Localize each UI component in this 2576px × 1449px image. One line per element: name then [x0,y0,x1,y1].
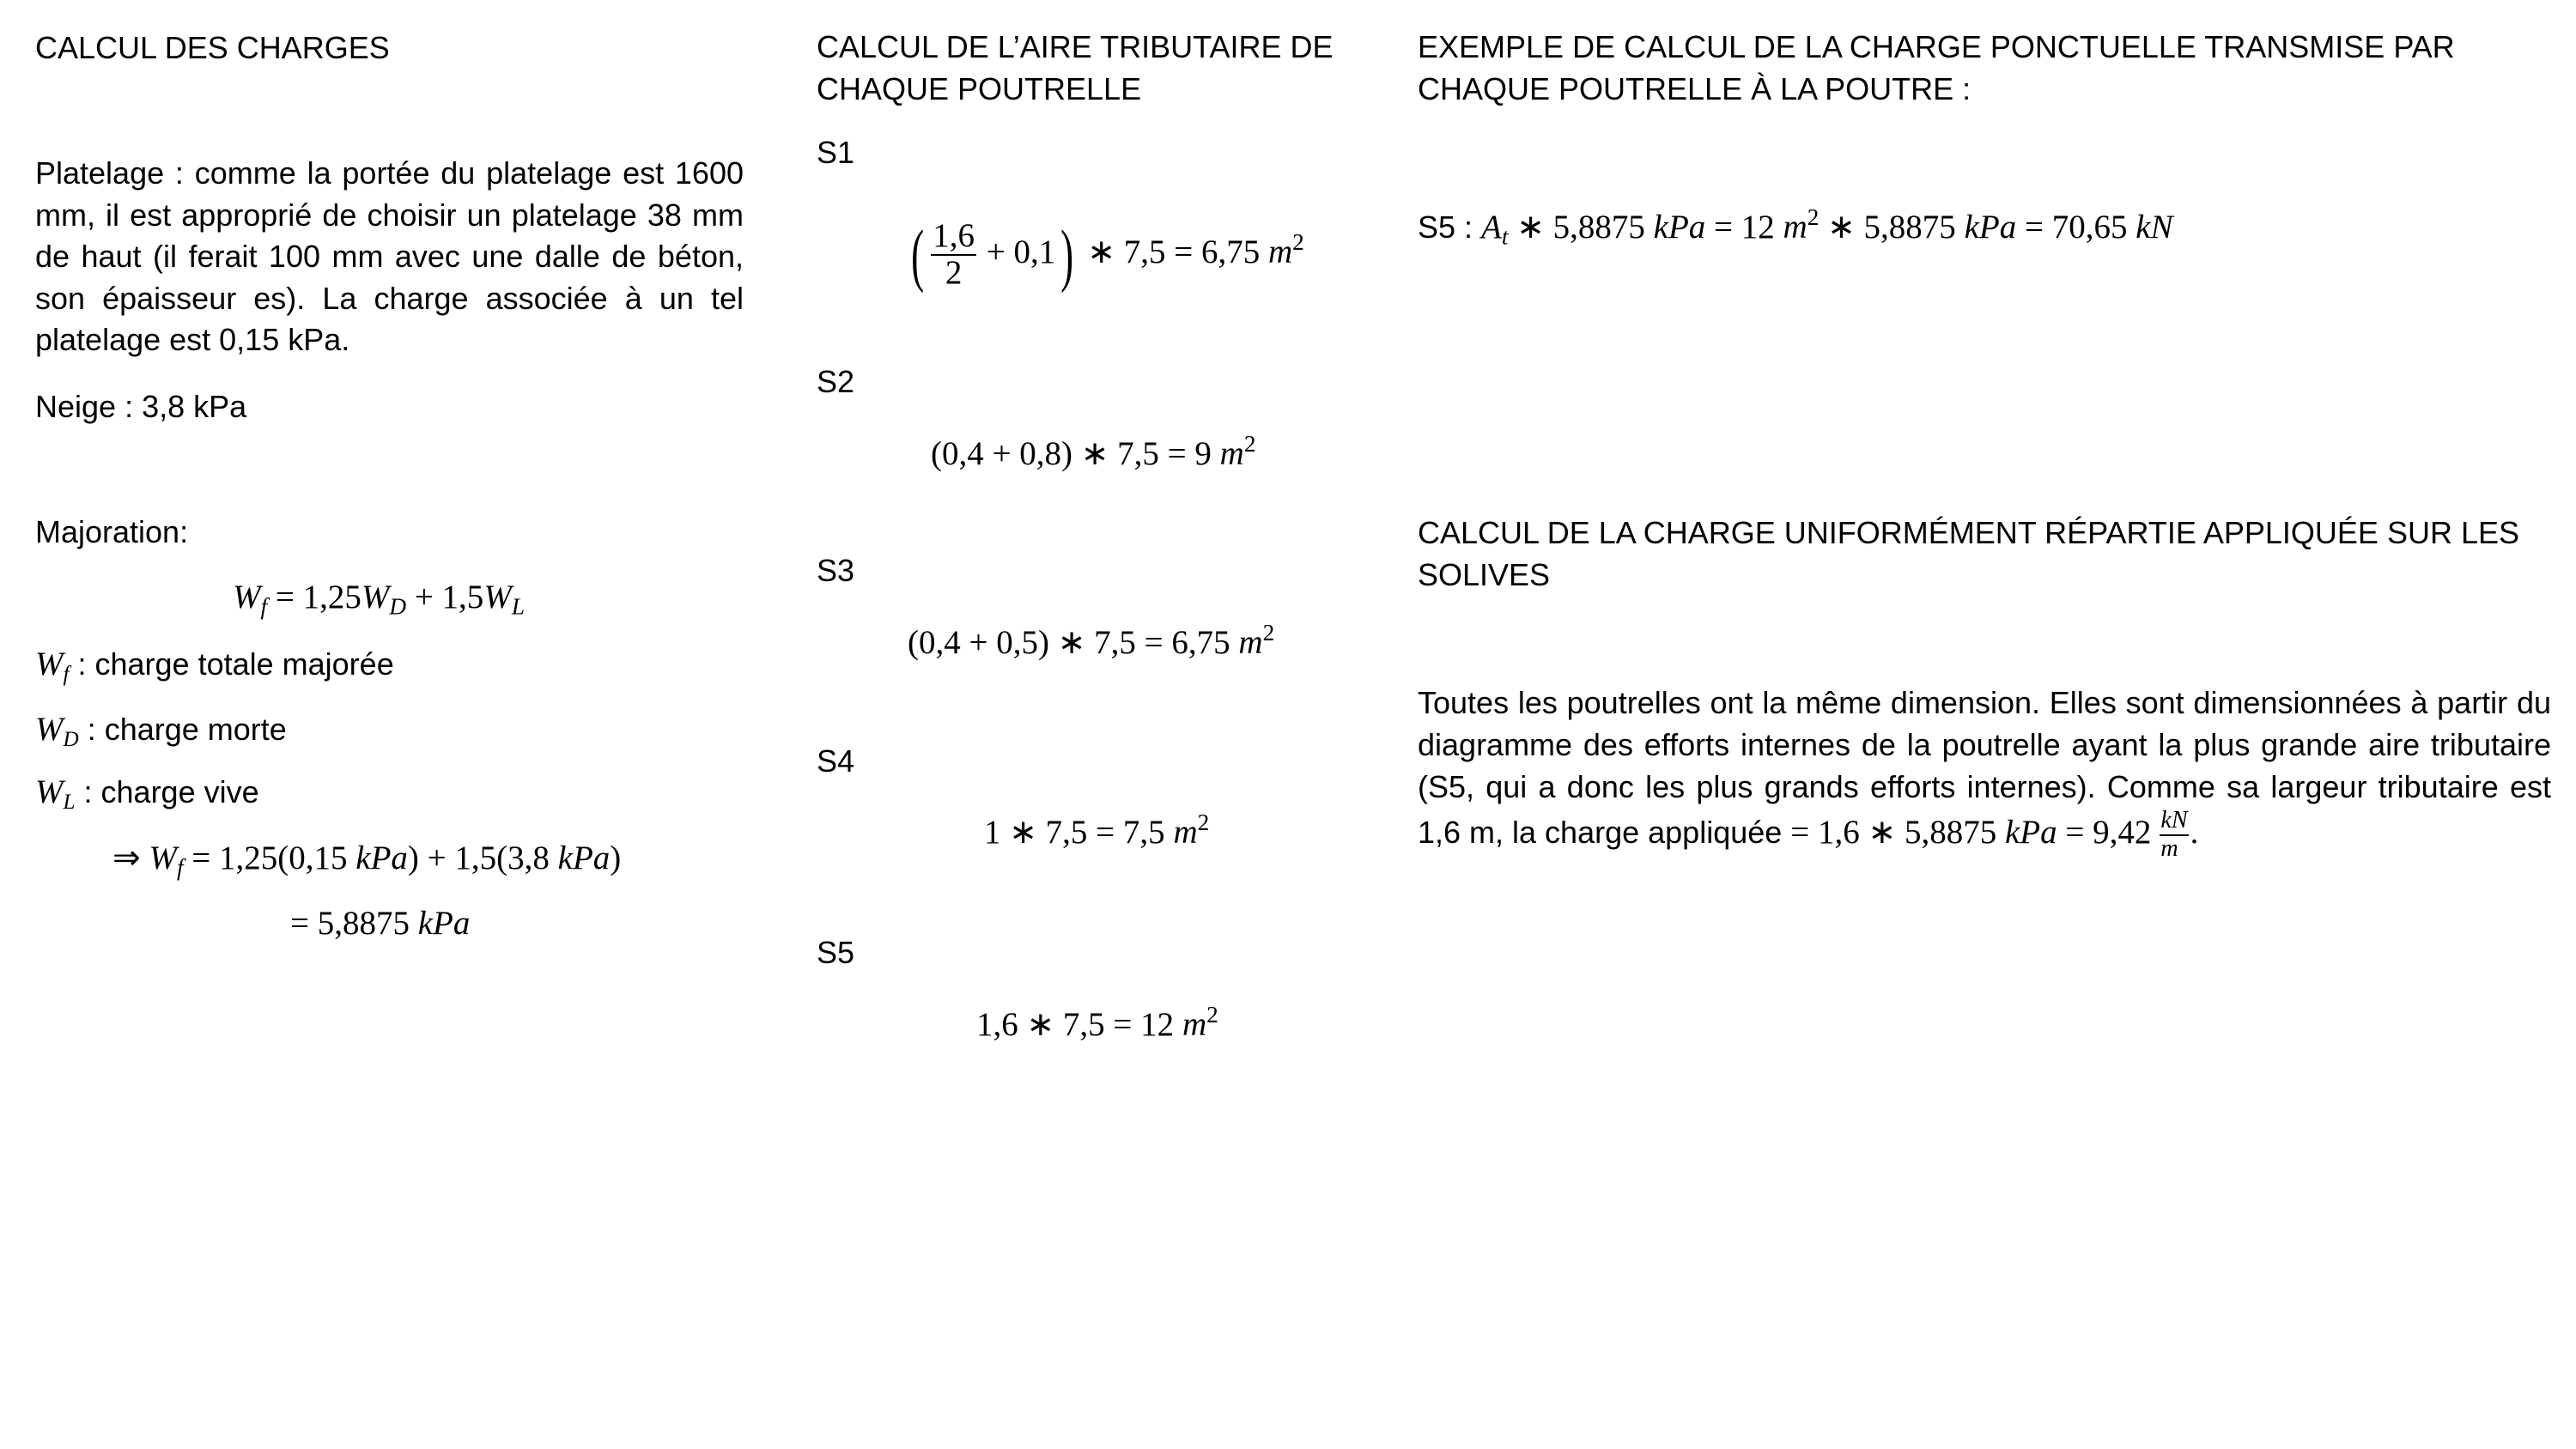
formula-text: = 1,6 ∗ 5,8875 [1790,813,2005,851]
s5-prefix: S5 : [1418,209,1482,245]
fraction [931,219,976,291]
formula-text: = 12 [1705,209,1783,246]
definition-wl [35,772,259,823]
subscript: f [176,854,184,881]
subscript: L [511,593,525,620]
formula-text: = 5,8875 [290,905,418,942]
heading-charge-repartie: CALCUL DE LA CHARGE UNIFORMÉMENT RÉPARTIE APPLIQUÉE SUR LES SOLIVES [1418,515,2519,592]
formula-text: = 70,65 [2016,209,2136,246]
subscript: D [63,728,79,752]
definition-text: : charge morte [78,712,287,747]
majoration-label: Majoration: [35,514,189,549]
subscript: f [260,593,268,620]
formula-text: 1 ∗ 7,5 = 7,5 [984,814,1174,851]
s5-label: S5 [817,935,855,970]
right-paren: ) [1060,215,1074,294]
var-w: W [35,646,64,682]
result-equation-line1 [112,838,621,888]
formula-text: = 9,42 [2057,813,2152,851]
definition-wd [35,709,287,761]
formula-text: = 1,25 [267,579,361,615]
s1-equation [906,215,1304,294]
solives-paragraph [1418,682,2551,863]
subscript: f [63,663,70,687]
formula-text: (0,4 + 0,8) ∗ 7,5 = 9 [931,435,1220,472]
unit: kPa [355,840,408,876]
unit: kPa [1653,209,1706,246]
unit: m [1219,435,1244,472]
exponent: 2 [1197,809,1210,835]
unit: kN [2136,209,2173,246]
platelage-paragraph: Platelage : comme la portée du platelage est 1600 mm, il est approprié de choisir un platelage 38 mm de haut (il ferait 100 mm avec une dalle de béton, son épaisseur es). La charge associée à un tel platelage est 0,15 kPa. [35,155,744,357]
s4-label: S4 [817,743,855,779]
subscript: t [1501,223,1509,250]
subscript: D [389,593,407,620]
fraction-denominator: m [2160,834,2178,862]
definition-text: : charge vive [75,774,259,809]
heading-aire-tributaire: CALCUL DE L’AIRE TRIBUTAIRE DE CHAQUE POUTRELLE [817,29,1334,106]
s3-label: S3 [817,553,855,588]
s5-equation [976,994,1218,1046]
formula-text: ∗ 5,8875 [1819,209,1965,246]
neige-text: Neige : 3,8 kPa [35,389,247,424]
exponent: 2 [1262,620,1275,646]
unit: m [1238,624,1263,661]
fraction-numerator: kN [2160,808,2188,836]
formula-text: + 1,5 [406,579,484,615]
period: . [2190,813,2199,851]
formula-text: ∗ 5,8875 [1508,209,1654,246]
s1-label: S1 [817,135,855,170]
exponent: 2 [1807,204,1820,230]
definition-text: : charge totale majorée [69,646,394,682]
fraction [2160,808,2188,863]
formula-text: (0,4 + 0,5) ∗ 7,5 = 6,75 [908,624,1239,661]
unit: kPa [2004,813,2057,851]
heading-calcul-des-charges: CALCUL DES CHARGES [35,30,390,65]
var-w: W [149,840,177,876]
formula-text: ∗ 7,5 = 6,75 [1078,233,1268,270]
s3-equation [908,612,1274,664]
paragraph-text: Toutes les poutrelles ont la même dimension. Elles sont dimensionnées à partir du diagramme des efforts internes de la poutrelle ayant la plus grande aire tributaire (S5, qui a donc les plus grands efforts internes). Comme sa largeur tributaire est 1,6 m, la charge appliquée [1418,685,2551,850]
var-w: W [233,579,261,615]
exponent: 2 [1206,1002,1218,1028]
formula-text: = 1,25(0,15 [183,840,356,876]
unit: m [1268,233,1293,270]
unit: kPa [1964,209,2017,246]
s5-point-load-example [1418,197,2173,258]
heading-charge-ponctuelle: EXEMPLE DE CALCUL DE LA CHARGE PONCTUELLE TRANSMISE PAR CHAQUE POUTRELLE À LA POUTRE : [1418,29,2455,106]
formula-text: ) [610,840,622,876]
s2-label: S2 [817,364,855,399]
unit: m [1182,1006,1207,1043]
exponent: 2 [1292,229,1304,255]
unit: kPa [417,905,471,942]
var-a: A [1481,209,1502,246]
s4-equation [984,802,1209,853]
subscript: L [63,791,76,815]
s2-equation [931,423,1255,475]
left-paren: ( [911,215,925,294]
definition-wf [35,644,394,695]
implies-arrow-icon: ⇒ [112,840,149,876]
fraction-denominator: 2 [945,254,963,292]
unit: m [1783,209,1807,246]
var-w: W [35,711,64,748]
result-equation-line2 [290,903,470,944]
exponent: 2 [1243,431,1256,457]
formula-text: 1,6 ∗ 7,5 = 12 [976,1006,1182,1043]
unit: m [1173,814,1198,851]
formula-text: + 0,1 [978,233,1056,270]
var-w: W [35,773,64,810]
var-w: W [483,579,512,615]
var-w: W [361,579,390,615]
formula-text: ) + 1,5(3,8 [407,840,558,876]
fraction-numerator: 1,6 [933,217,975,255]
unit: kPa [557,840,611,876]
majoration-formula [233,577,525,627]
